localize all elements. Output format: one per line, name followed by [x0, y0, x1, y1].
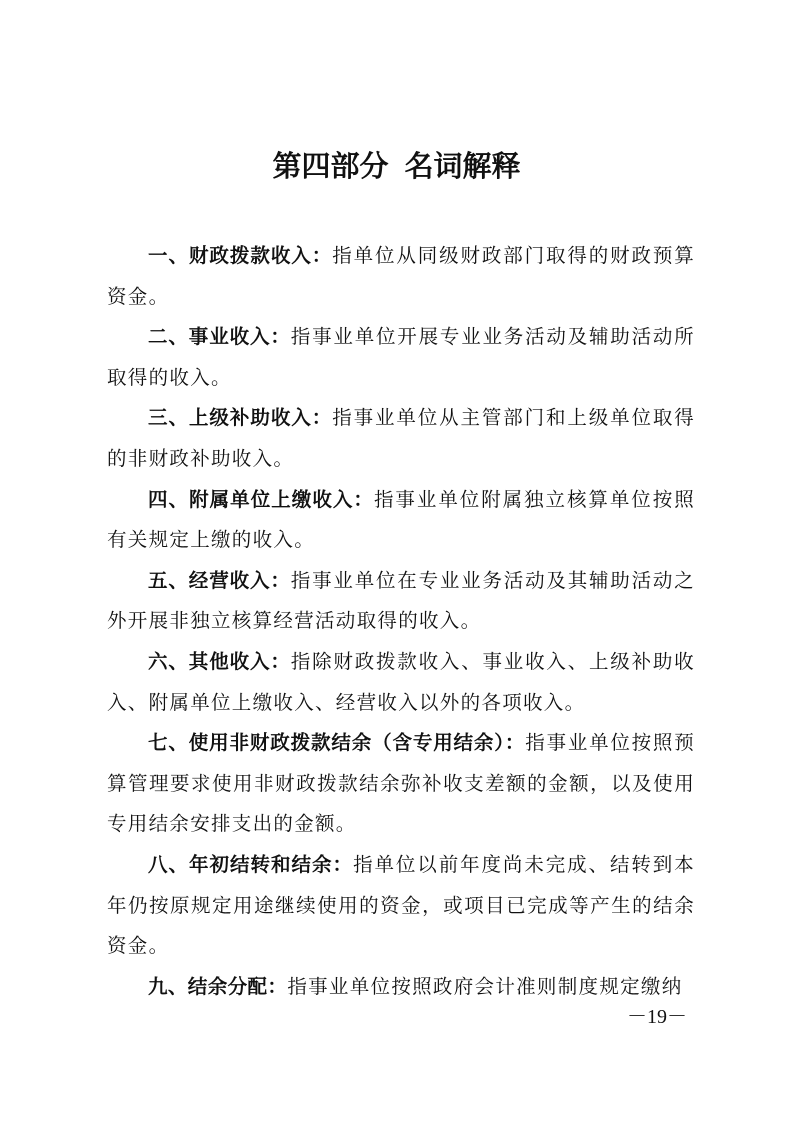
definition-text: 指事业单位按照预算管理要求使用非财政拨款结余弥补收支差额的金额，以及使用专用结余安排支出的金额。	[107, 731, 695, 836]
definition-text: 指单位以前年度尚未完成、结转到本年仍按原规定用途继续使用的资金，或项目已完成等产生的结余资金。	[107, 852, 695, 958]
definition-paragraph	[107, 845, 695, 967]
definition-paragraph	[107, 317, 695, 398]
definition-text: 指单位从同级财政部门取得的财政预算资金。	[107, 244, 695, 308]
definition-paragraph	[107, 398, 695, 479]
definition-paragraph	[107, 561, 695, 642]
definition-text: 指事业单位在专业业务活动及其辅助活动之外开展非独立核算经营活动取得的收入。	[107, 568, 695, 633]
definition-text: 指事业单位附属独立核算单位按照有关规定上缴的收入。	[107, 487, 695, 552]
definition-term: 六、其他收入：	[148, 649, 291, 673]
definition-term: 三、上级补助收入：	[148, 406, 333, 430]
definition-term: 九、结余分配：	[148, 974, 288, 998]
definition-text: 指事业单位从主管部门和上级单位取得的非财政补助收入。	[107, 406, 695, 470]
definition-text: 指事业单位开展专业业务活动及辅助活动所取得的收入。	[107, 325, 695, 389]
definition-text: 指除财政拨款收入、事业收入、上级补助收入、附属单位上缴收入、经营收入以外的各项收入。	[107, 649, 695, 714]
definition-text: 指事业单位按照政府会计准则制度规定缴纳	[287, 974, 683, 998]
definition-paragraph	[107, 480, 695, 561]
section-title	[0, 144, 793, 185]
definition-term: 二、事业收入：	[148, 325, 291, 349]
section-title-part: 第四部分	[272, 149, 389, 183]
definition-paragraph	[107, 236, 695, 317]
definitions-body	[107, 236, 695, 1007]
definition-term: 八、年初结转和结余：	[148, 852, 354, 876]
definition-term: 五、经营收入：	[148, 568, 291, 592]
definition-term: 七、使用非财政拨款结余（含专用结余）：	[148, 731, 526, 755]
definition-paragraph	[107, 967, 695, 1008]
page-number: －19－	[627, 1006, 687, 1028]
definition-term: 四、附属单位上缴收入：	[148, 487, 374, 511]
definition-term: 一、财政拨款收入：	[148, 244, 333, 267]
definition-paragraph	[107, 642, 695, 723]
section-title-name: 名词解释	[404, 149, 521, 183]
definition-paragraph	[107, 723, 695, 845]
